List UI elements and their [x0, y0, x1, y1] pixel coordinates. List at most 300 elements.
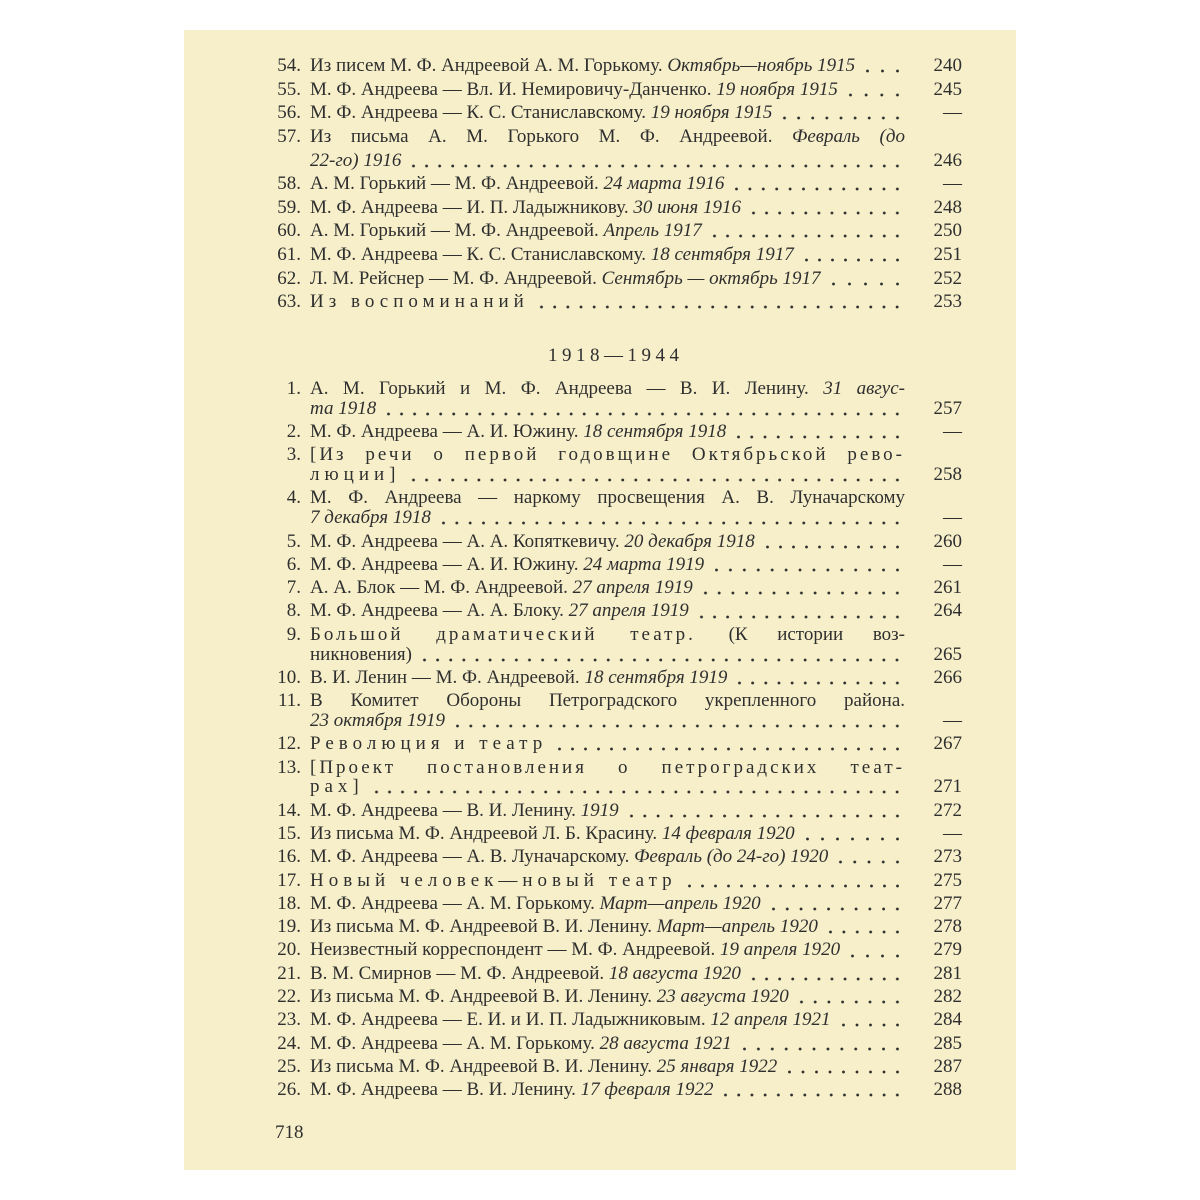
entry-text: М. Ф. Андреева — А. И. Южину.: [310, 421, 584, 443]
entry-page-number: —: [943, 709, 962, 731]
toc-entry: [265, 1078, 962, 1101]
entry-text: М. Ф. Андреева — А. А. Копяткевичу.: [310, 530, 625, 552]
entry-title: [310, 54, 905, 78]
entry-line: [310, 555, 905, 575]
entry-number: 1.: [286, 378, 301, 399]
toc-entry: [265, 666, 962, 689]
entry-page-number: 273: [933, 846, 962, 868]
entry-date: 31 авгус-: [823, 378, 905, 399]
toc-entry: [265, 530, 962, 553]
entry-date: 18 сентября 1917: [650, 243, 794, 265]
entry-date: Октябрь—ноябрь 1915: [667, 55, 856, 77]
entry-line: [310, 987, 905, 1007]
dot-leader: [553, 734, 904, 754]
toc-entry: [265, 600, 962, 623]
entry-date: 19 ноября 1915: [650, 102, 773, 124]
entry-line-text: [310, 532, 755, 552]
entry-line: [310, 625, 905, 645]
dot-leader: [710, 555, 904, 575]
entry-page-number: —: [943, 553, 962, 575]
entry-line-text: [310, 267, 821, 291]
entry-title: [310, 379, 905, 419]
entry-text: М. Ф. Андреева — В. И. Ленину.: [310, 799, 581, 821]
entry-line: [310, 267, 905, 291]
entry-title: [310, 243, 905, 267]
toc-entry: [265, 939, 962, 962]
entry-line-text: [310, 824, 795, 844]
entry-number: 8.: [286, 600, 301, 622]
entry-line: [310, 219, 905, 243]
entry-line: [310, 578, 905, 598]
dot-leader: [844, 78, 904, 102]
entry-page-number: 261: [933, 577, 962, 599]
entry-date: 18 сентября 1918: [583, 421, 727, 443]
entry-line-text: [310, 444, 905, 465]
entry-title: [310, 1080, 905, 1100]
entry-line: [310, 824, 905, 844]
toc-entry: [265, 267, 962, 291]
entry-line: [310, 54, 905, 78]
entry-number: 55.: [277, 78, 301, 100]
entry-text: М. Ф. Андреева — В. И. Ленину.: [310, 1079, 581, 1101]
entry-text: Неизвестный корреспондент — М. Ф. Андреевой.: [310, 939, 721, 961]
entry-title: [310, 894, 905, 914]
entry-number: 62.: [277, 267, 301, 289]
entry-number: 4.: [286, 487, 301, 509]
entry-number: 13.: [277, 756, 301, 778]
entry-date: 19 ноября 1915: [716, 78, 838, 100]
dot-leader: [370, 777, 904, 797]
entry-text: М. Ф. Андреева — А. М. Горькому.: [310, 892, 600, 914]
toc-entry: [265, 869, 962, 892]
entry-page-number: 264: [933, 600, 962, 622]
entry-date: 23 августа 1920: [656, 986, 789, 1008]
dot-leader: [747, 964, 904, 984]
entry-line-text: [310, 690, 905, 711]
entry-date: 27 апреля 1919: [568, 600, 689, 622]
entry-line: [310, 871, 905, 891]
entry-title: [310, 987, 905, 1007]
entry-date: Март—апрель 1920: [599, 892, 761, 914]
entry-line: [310, 532, 905, 552]
entry-number: 3.: [286, 444, 301, 466]
entry-line: [310, 1057, 905, 1077]
entry-page-number: 266: [933, 666, 962, 688]
entry-page-number: 265: [933, 643, 962, 665]
entry-number: 56.: [277, 102, 301, 124]
section-heading: 1918—1944: [548, 344, 684, 366]
entry-number: 19.: [277, 916, 301, 938]
entry-line: [310, 1010, 905, 1030]
entry-date: Апрель 1917: [603, 220, 702, 242]
toc-entry: [265, 101, 962, 125]
entry-title: [310, 691, 905, 731]
entry-text: М. Ф. Андреева — наркому просвещения А. В. Луначарскому: [310, 487, 905, 509]
toc-entry: [265, 822, 962, 845]
entry-text: М. Ф. Андреева — К. С. Станиславскому.: [310, 243, 651, 265]
entry-page-number: 279: [933, 939, 962, 961]
entry-date: 17 февраля 1922: [580, 1079, 714, 1101]
entry-page-number: 252: [933, 267, 962, 289]
entry-line-text: [310, 894, 761, 914]
entry-line-text: [310, 917, 818, 937]
dot-leader: [800, 243, 904, 267]
dot-leader: [407, 465, 904, 485]
entry-number: 5.: [286, 530, 301, 552]
entry-date: 12 апреля 1921: [710, 1009, 831, 1031]
entry-number: 11.: [277, 690, 301, 712]
entry-page-number: 240: [933, 55, 962, 77]
entry-page-number: 272: [933, 799, 962, 821]
entry-title: [310, 267, 905, 291]
toc-section: [265, 344, 962, 1102]
entry-line: [310, 758, 905, 778]
dot-leader: [767, 894, 904, 914]
entry-line: [310, 465, 905, 485]
toc-entry: [265, 1009, 962, 1032]
entry-text: М. Ф. Андреева — Е. И. и И. П. Ладыжниковым.: [310, 1009, 711, 1031]
entry-text: М. Ф. Андреева — А. М. Горькому.: [310, 1032, 600, 1054]
entry-line-text: [310, 126, 905, 147]
toc-entry: [265, 243, 962, 267]
entry-page-number: 277: [933, 892, 962, 914]
entry-text: А. М. Горький — М. Ф. Андреевой.: [310, 173, 604, 195]
entry-number: 16.: [277, 846, 301, 868]
dot-leader: [733, 668, 904, 688]
dot-leader: [719, 1080, 904, 1100]
entry-title: [310, 172, 905, 196]
toc-entry: [265, 733, 962, 756]
entry-line-text: [310, 290, 529, 314]
entry-page-number: —: [943, 507, 962, 529]
entry-title: [310, 125, 905, 172]
entry-date: Сентябрь — октябрь 1917: [601, 267, 821, 289]
table-of-contents: [265, 54, 962, 1102]
dot-leader: [827, 267, 905, 291]
toc-entry: [265, 623, 962, 666]
entry-date: 20 декабря 1918: [624, 530, 755, 552]
dot-leader: [451, 711, 904, 731]
entry-text: (К истории воз-: [728, 623, 905, 645]
entry-number: 20.: [277, 939, 301, 961]
dot-leader: [382, 399, 904, 419]
toc-entry: [265, 420, 962, 443]
entry-date: 24 марта 1919: [583, 553, 705, 575]
entry-title: [310, 422, 905, 442]
entry-line-text: [310, 801, 619, 821]
entry-line: [310, 940, 905, 960]
entry-line-text: [310, 624, 905, 645]
entry-spaced-title: [Из речи о первой годовщине Октябрьской рево-: [310, 444, 905, 466]
page-number: 718: [275, 1122, 304, 1143]
entry-number: 25.: [277, 1055, 301, 1077]
entry-spaced-title: Новый человек—новый театр: [310, 869, 677, 891]
entry-line-text: [310, 757, 905, 778]
entry-line: [310, 488, 905, 508]
dot-leader: [834, 847, 904, 867]
entry-number: 57.: [277, 125, 301, 147]
entry-line: [310, 1080, 905, 1100]
entry-title: [310, 555, 905, 575]
entry-page-number: 257: [933, 397, 962, 419]
entry-line-text: [310, 78, 838, 102]
entry-date: 23 октября 1919: [310, 709, 446, 731]
entry-text: В. И. Ленин — М. Ф. Андреевой.: [310, 666, 585, 688]
entry-page-number: —: [943, 822, 962, 844]
dot-leader: [801, 824, 904, 844]
dot-leader: [418, 645, 904, 665]
entry-title: [310, 578, 905, 598]
entry-text: В Комитет Обороны Петроградского укрепленного района.: [310, 690, 905, 712]
entry-line-text: [310, 54, 855, 78]
toc-entry: [265, 962, 962, 985]
entry-line-text: [310, 243, 794, 267]
toc-section: [265, 54, 962, 314]
entry-page-number: —: [943, 421, 962, 443]
entry-number: 21.: [277, 962, 301, 984]
entry-line-text: [310, 987, 789, 1007]
entry-number: 2.: [286, 421, 301, 443]
entry-page-number: 258: [933, 464, 962, 486]
entry-text: М. Ф. Андреева — И. П. Ладыжникову.: [310, 196, 634, 218]
entry-page-number: 287: [933, 1055, 962, 1077]
entry-date: 27 апреля 1919: [572, 577, 693, 599]
entry-title: [310, 196, 905, 220]
entry-line: [310, 711, 905, 731]
entry-page-number: 285: [933, 1032, 962, 1054]
entry-line: [310, 777, 905, 797]
entry-number: 12.: [277, 733, 301, 755]
entry-line-text: [310, 847, 828, 867]
entry-line-text: [310, 555, 704, 575]
dot-leader: [732, 422, 904, 442]
dot-leader: [747, 196, 904, 220]
entry-title: [310, 758, 905, 798]
entry-line: [310, 422, 905, 442]
entry-number: 63.: [277, 291, 301, 313]
entry-title: [310, 445, 905, 485]
entry-text: Л. М. Рейснер — М. Ф. Андреевой.: [310, 267, 602, 289]
entry-line: [310, 894, 905, 914]
entry-line-text: [310, 1034, 732, 1054]
dot-leader: [778, 101, 904, 125]
entry-line: [310, 691, 905, 711]
dot-leader: [795, 987, 904, 1007]
entry-line-text: [310, 172, 724, 196]
entry-line-text: [310, 645, 412, 665]
entry-text: М. Ф. Андреева — А. А. Блоку.: [310, 600, 569, 622]
entry-number: 23.: [277, 1009, 301, 1031]
entry-title: [310, 101, 905, 125]
entry-date: 18 августа 1920: [608, 962, 741, 984]
entry-title: [310, 488, 905, 528]
entry-line: [310, 172, 905, 196]
entry-title: [310, 824, 905, 844]
entry-line-text: [310, 601, 689, 621]
entry-line-text: [310, 578, 693, 598]
entry-line: [310, 508, 905, 528]
toc-entry: [265, 444, 962, 487]
entry-line: [310, 645, 905, 665]
entry-number: 22.: [277, 986, 301, 1008]
entry-page-number: 284: [933, 1009, 962, 1031]
entry-number: 24.: [277, 1032, 301, 1054]
entry-title: [310, 734, 905, 754]
entry-line-text: [310, 487, 905, 508]
entry-date: 24 марта 1916: [603, 173, 725, 195]
entry-date: 22-го) 1916: [310, 149, 402, 171]
entry-page-number: 267: [933, 733, 962, 755]
entry-spaced-title: Революция и театр: [310, 733, 548, 755]
toc-entry: [265, 487, 962, 530]
entry-title: [310, 1010, 905, 1030]
dot-leader: [407, 149, 904, 173]
entry-date: 14 февраля 1920: [661, 822, 795, 844]
entry-page-number: 245: [933, 78, 962, 100]
toc-entry: [265, 553, 962, 576]
toc-entry: [265, 1032, 962, 1055]
toc-entry: [265, 845, 962, 868]
entry-title: [310, 801, 905, 821]
entry-page-number: 281: [933, 962, 962, 984]
entry-line: [310, 125, 905, 149]
entry-text: Из письма М. Ф. Андреевой Л. Б. Красину.: [310, 822, 662, 844]
entry-text: никновения): [310, 643, 412, 665]
entry-line-text: [310, 711, 445, 731]
entry-line-text: [310, 1010, 831, 1030]
entry-date: 19 апреля 1920: [720, 939, 841, 961]
entry-line: [310, 1034, 905, 1054]
entry-page-number: 250: [933, 220, 962, 242]
toc-entry: [265, 78, 962, 102]
entry-title: [310, 1057, 905, 1077]
entry-spaced-title: рах]: [310, 776, 364, 798]
entry-line-text: [310, 422, 726, 442]
entry-number: 60.: [277, 220, 301, 242]
entry-line: [310, 149, 905, 173]
entry-number: 61.: [277, 243, 301, 265]
entry-title: [310, 964, 905, 984]
toc-entry: [265, 290, 962, 314]
entry-date: 18 сентября 1919: [584, 666, 728, 688]
entry-title: [310, 78, 905, 102]
entry-text: М. Ф. Андреева — К. С. Станиславскому.: [310, 102, 651, 124]
entry-title: [310, 290, 905, 314]
entry-date: 30 июня 1916: [633, 196, 741, 218]
entry-text: Из письма М. Ф. Андреевой В. И. Ленину.: [310, 986, 657, 1008]
toc-entry: [265, 54, 962, 78]
entry-page-number: 248: [933, 196, 962, 218]
entry-date: та 1918: [310, 397, 377, 419]
entry-line-text: [310, 940, 840, 960]
entry-page-number: 260: [933, 530, 962, 552]
entry-page-number: —: [943, 102, 962, 124]
toc-entry: [265, 985, 962, 1008]
entry-text: Из писем М. Ф. Андреевой А. М. Горькому.: [310, 55, 668, 77]
entry-number: 14.: [277, 799, 301, 821]
toc-entry: [265, 756, 962, 799]
entry-text: А. М. Горький и М. Ф. Андреева — В. И. Ленину.: [310, 378, 824, 399]
entry-spaced-title: Из воспоминаний: [310, 291, 529, 313]
entry-number: 18.: [277, 892, 301, 914]
entry-line-text: [310, 777, 364, 797]
entry-number: 59.: [277, 196, 301, 218]
entry-page-number: 275: [933, 869, 962, 891]
entry-page-number: 271: [933, 776, 962, 798]
entry-line-text: [310, 508, 431, 528]
entry-date: 28 августа 1921: [599, 1032, 732, 1054]
entry-date: Февраль (до 24-го) 1920: [634, 846, 829, 868]
entry-text: Из письма М. Ф. Андреевой В. И. Ленину.: [310, 916, 657, 938]
entry-title: [310, 847, 905, 867]
toc-entry: [265, 196, 962, 220]
entry-line-text: [310, 465, 401, 485]
entry-page-number: 251: [933, 243, 962, 265]
entry-page-number: 288: [933, 1079, 962, 1101]
entry-number: 54.: [277, 55, 301, 77]
entry-line: [310, 601, 905, 621]
entry-line: [310, 801, 905, 821]
entry-line-text: [310, 101, 772, 125]
entry-title: [310, 625, 905, 665]
entry-page-number: 282: [933, 986, 962, 1008]
entry-line-text: [310, 964, 741, 984]
dot-leader: [738, 1034, 904, 1054]
entry-number: 7.: [286, 577, 301, 599]
entry-line: [310, 734, 905, 754]
entry-text: Из письма А. М. Горького М. Ф. Андреевой.: [310, 125, 793, 147]
entry-line-text: [310, 196, 741, 220]
entry-line: [310, 399, 905, 419]
entry-date: Февраль (до: [792, 125, 905, 147]
entry-text: А. А. Блок — М. Ф. Андреевой.: [310, 577, 573, 599]
toc-entry: [265, 915, 962, 938]
entry-line: [310, 445, 905, 465]
entry-title: [310, 219, 905, 243]
entry-number: 10.: [277, 666, 301, 688]
dot-leader: [625, 801, 904, 821]
entry-number: 9.: [286, 623, 301, 645]
toc-entry: [265, 172, 962, 196]
entry-date: Март—апрель 1920: [656, 916, 818, 938]
entry-line: [310, 668, 905, 688]
entry-line: [310, 290, 905, 314]
dot-leader: [783, 1057, 904, 1077]
entry-line: [310, 196, 905, 220]
entry-line: [310, 847, 905, 867]
entry-line: [310, 917, 905, 937]
dot-leader: [699, 578, 904, 598]
entry-title: [310, 668, 905, 688]
entry-text: В. М. Смирнов — М. Ф. Андреевой.: [310, 962, 609, 984]
dot-leader: [846, 940, 904, 960]
entry-title: [310, 871, 905, 891]
toc-entry: [265, 377, 962, 420]
entry-number: 17.: [277, 869, 301, 891]
entry-line-text: [310, 149, 401, 173]
entry-line-text: [310, 1080, 713, 1100]
entry-spaced-title: [Проект постановления о петроградских теат-: [310, 756, 905, 778]
entry-line: [310, 78, 905, 102]
dot-leader: [761, 532, 904, 552]
entry-line-text: [310, 378, 905, 399]
entry-page-number: 253: [933, 291, 962, 313]
dot-leader: [861, 54, 904, 78]
entry-title: [310, 940, 905, 960]
entry-spaced-title: люции]: [310, 464, 401, 486]
toc-entry: [265, 689, 962, 732]
entry-title: [310, 917, 905, 937]
